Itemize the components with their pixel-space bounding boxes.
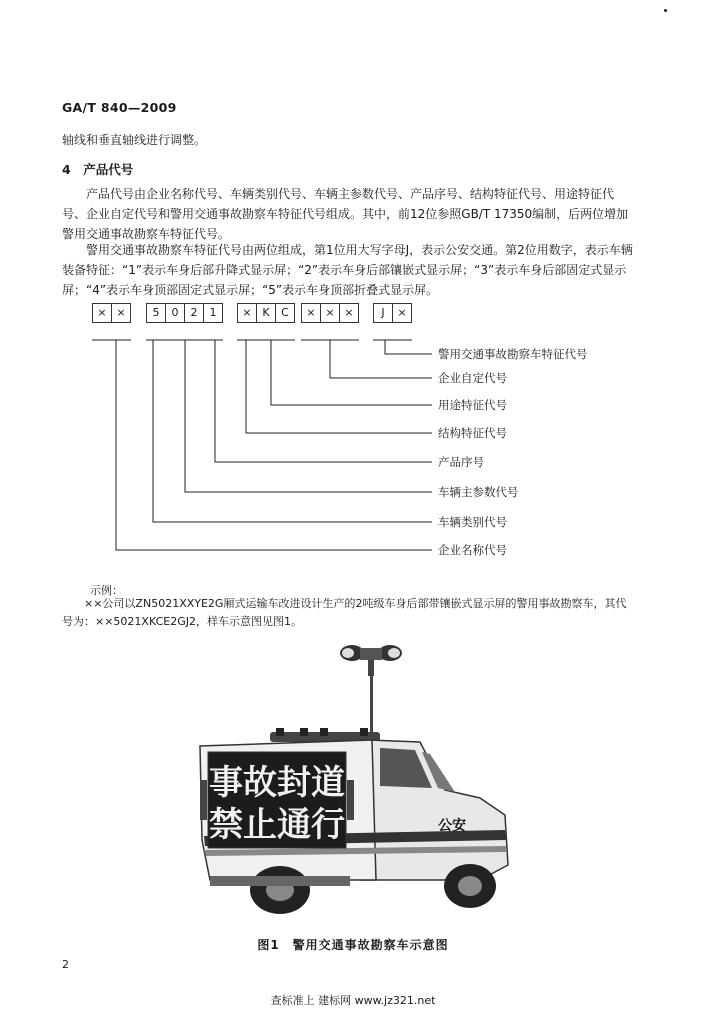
example-title: 示例： bbox=[90, 584, 123, 597]
code-box: × bbox=[301, 303, 321, 323]
paragraph-2: 警用交通事故勘察车特征代号由两位组成，第1位用大写字母J，表示公安交通。第2位用数字，表示车辆装备特征：“1”表示车身后部升降式显示屏；“2”表示车身后部镶嵌式显示屏；“3”表示车身后部固定式显示屏；“4”表示车身顶部固定式显示屏；“5”表示车身顶部折叠式显示屏。 bbox=[62, 243, 633, 297]
code-box: × bbox=[92, 303, 112, 323]
paragraph-1: 产品代号由企业名称代号、车辆类别代号、车辆主参数代号、产品序号、结构特征代号、用途特征代号、企业自定代号和警用交通事故勘察车特征代号组成。其中，前12位参照GB/T 17350编制，后两位增加警用交通事故勘察车特征代号。 bbox=[62, 187, 629, 241]
code-box: × bbox=[237, 303, 257, 323]
code-box: J bbox=[373, 303, 393, 323]
code-box: 1 bbox=[203, 303, 223, 323]
label-enterprise-custom-code: 企业自定代号 bbox=[438, 371, 507, 385]
label-structure-feature-code: 结构特征代号 bbox=[438, 426, 507, 440]
standard-code-header: GA/T 840—2009 bbox=[62, 100, 177, 115]
code-box: × bbox=[392, 303, 412, 323]
label-product-serial: 产品序号 bbox=[438, 455, 484, 469]
label-vehicle-category-code: 车辆类别代号 bbox=[438, 515, 507, 529]
footer-watermark-text: 查标准上 建标网 www.jz321.net bbox=[270, 994, 436, 1007]
figure-caption: 图1 警用交通事故勘察车示意图 bbox=[257, 938, 449, 952]
page-number: 2 bbox=[62, 958, 69, 971]
code-box: K bbox=[256, 303, 276, 323]
mast-lamp-icon bbox=[340, 645, 402, 746]
code-box: 5 bbox=[146, 303, 166, 323]
code-box: × bbox=[111, 303, 131, 323]
code-box: C bbox=[275, 303, 295, 323]
code-box: 0 bbox=[165, 303, 185, 323]
label-police-feature-code: 警用交通事故勘察车特征代号 bbox=[438, 347, 588, 361]
label-enterprise-name-code: 企业名称代号 bbox=[438, 543, 507, 557]
label-vehicle-main-parameter-code: 车辆主参数代号 bbox=[438, 485, 519, 499]
section-title: 4 产品代号 bbox=[62, 162, 134, 177]
police-vehicle-figure bbox=[180, 640, 530, 932]
code-box: × bbox=[339, 303, 359, 323]
sign-line-1: 事故封道 bbox=[209, 763, 345, 803]
label-usage-feature-code: 用途特征代号 bbox=[438, 398, 507, 412]
code-box: × bbox=[320, 303, 340, 323]
sign-line-2: 禁止通行 bbox=[209, 805, 345, 845]
example-text: ××公司以ZN5021XXYE2G厢式运输车改进设计生产的2吨级车身后部带镶嵌式显示屏的警用事故勘察车，其代号为：××5021XKCE2GJ2，样车示意图见图1。 bbox=[62, 597, 627, 628]
door-badge-text: 公安 bbox=[438, 818, 466, 834]
intro-fragment: 轴线和垂直轴线进行调整。 bbox=[62, 133, 207, 147]
code-box: 2 bbox=[184, 303, 204, 323]
